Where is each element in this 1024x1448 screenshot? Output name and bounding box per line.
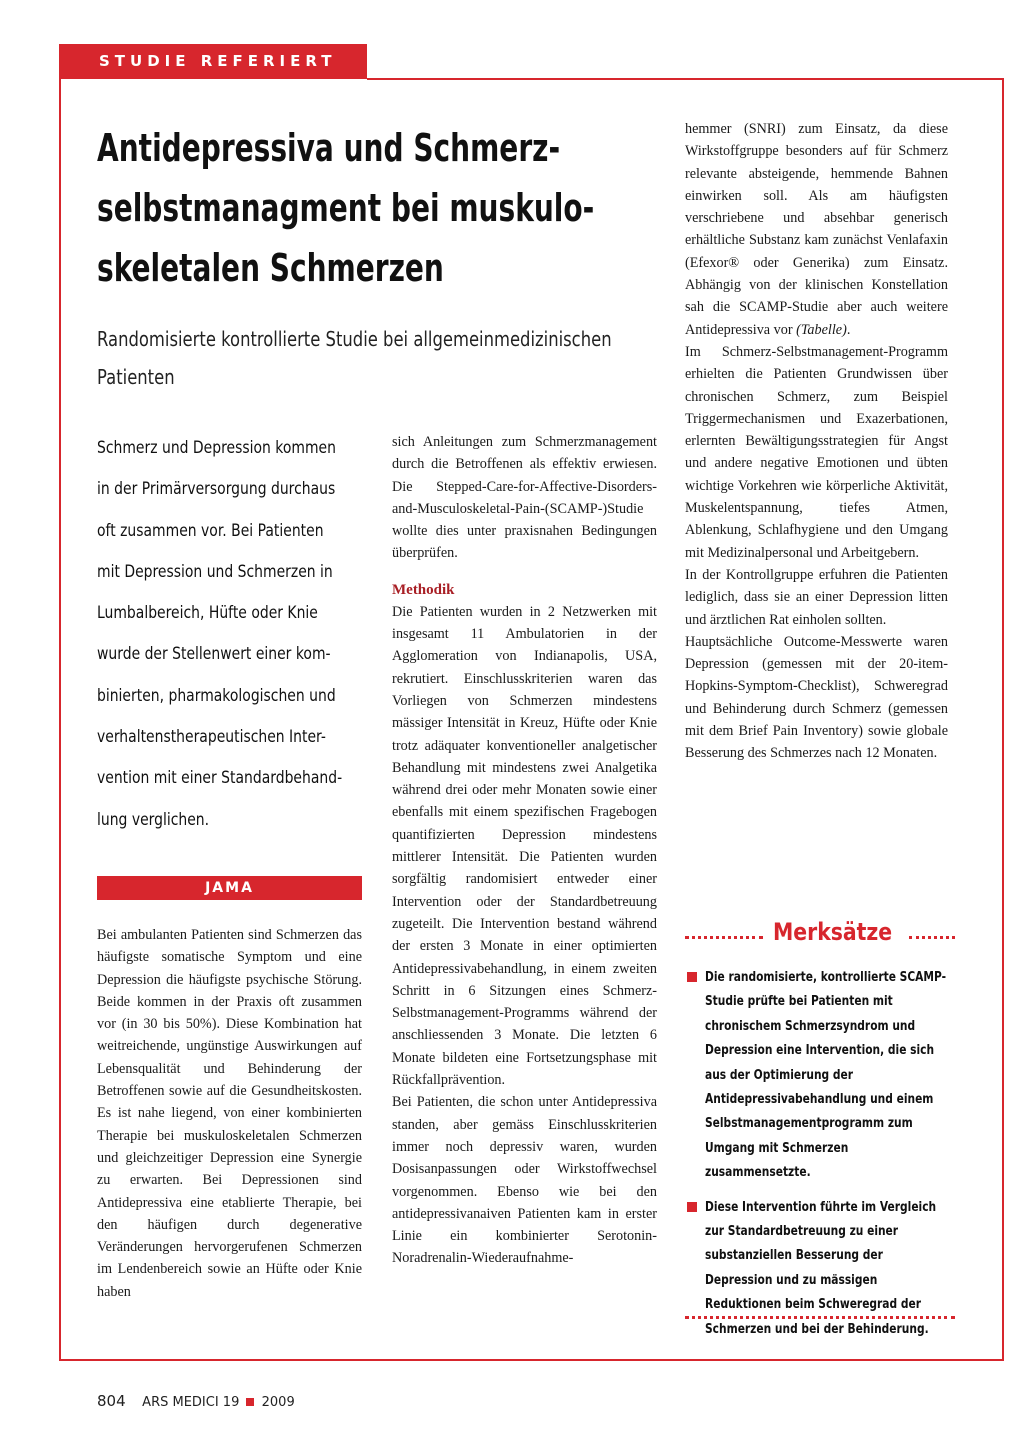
paragraph <box>685 118 948 341</box>
lead-line: mit Depression und Schmerzen in <box>97 561 333 582</box>
lead-line: binierten, pharmakologischen und <box>97 685 336 706</box>
frame-left-rule <box>59 78 61 1361</box>
table-reference: (Tabelle) <box>796 321 847 338</box>
dotted-rule <box>685 1316 955 1319</box>
lead-line: verhaltenstherapeutischen Inter- <box>97 727 326 748</box>
lead-line: in der Primärversorgung durchaus <box>97 479 336 500</box>
journal-year: 2009 <box>261 1395 295 1410</box>
lead-line: Lumbalbereich, Hüfte oder Knie <box>97 603 318 624</box>
lead-line: oft zusammen vor. Bei Patienten <box>97 520 324 541</box>
list-item <box>685 1196 955 1342</box>
page-number: 804 <box>97 1392 126 1410</box>
frame-bottom-rule <box>59 1359 1004 1361</box>
paragraph: Bei Patienten, die schon unter Antidepressiva standen, aber gemäss Einschlusskriterien immer noch depressiv waren, wurden Dosisanpassungen oder Wirkstoffwechsel vorgenommen. Ebenso wie bei den antidepressivanaiven Patienten kam in erster Linie ein kombinierter Serotonin-Noradrenalin-Wiederaufnahme- <box>392 1094 657 1267</box>
title-line: Antidepressiva und Schmerz- <box>97 126 561 170</box>
frame-top-rule <box>367 78 1004 80</box>
lead-line: vention mit einer Standardbehand- <box>97 768 343 789</box>
subtitle-line: Randomisierte kontrollierte Studie bei allgemeinmedizinischen <box>97 327 612 351</box>
square-bullet-icon <box>687 1202 697 1212</box>
paragraph: sich Anleitungen zum Schmerzmanagement durch die Betroffenen als effektiv erwiesen. Die Stepped-Care-for-Affective-Disorders-and-Musculoskeletal-Pain-(SCAMP-)Studie wollte dies unter praxisnahen Bedingungen überprüfen. <box>392 434 657 562</box>
article-title <box>97 118 622 298</box>
body-column-3 <box>685 118 948 765</box>
list-item <box>685 966 955 1186</box>
section-label: STUDIE REFERIERT <box>59 44 367 79</box>
title-line: selbstmanagment bei muskulo- <box>97 186 595 230</box>
paragraph: Hauptsächliche Outcome-Messwerte waren Depression (gemessen mit der 20-item-Hopkins-Symptom-Checklist), Schweregrad und Behinderung durch Schmerz (gemessen mit dem Brief Pain Inventory) sowie globale Besserung des Schmerzes nach 12 Monaten. <box>685 633 948 762</box>
merksaetze-list <box>685 966 955 1352</box>
paragraph-end: . <box>846 321 851 338</box>
subtitle-line: Patienten <box>97 365 175 389</box>
paragraph-text: hemmer (SNRI) zum Einsatz, da diese Wirkstoffgruppe besonders auf für Schmerz relevante absteigende, hemmende Bahnen einwirken soll. Als am häufigsten verschriebene und absehbar generisch erhältliche Substanz kam zunächst Venlafaxin (Efexor® oder Generika) zum Einsatz. Abhängig von der klinischen Konstellation sah die SCAMP-Studie aber auch weitere Antidepressiva vor <box>685 121 948 338</box>
lead-line: Schmerz und Depression kommen <box>97 438 336 458</box>
paragraph: Im Schmerz-Selbstmanagement-Programm erhielten die Patienten Grundwissen über chronischen Schmerz, zum Beispiel Triggermechanismen und Exazerbationen, erlernten Bewältigungsstrategien für Angst und andere negative Emotionen und übten wichtige Vorkehren wie körperliche Aktivität, Muskelentspannung, tiefes Atmen, Ablenkung, Schlafhygiene und den Umgang mit Medizinalpersonal und Arbeitgebern. <box>685 343 948 561</box>
article-lead <box>97 428 359 841</box>
journal-name: ARS MEDICI 19 <box>142 1395 240 1410</box>
square-separator-icon <box>246 1398 254 1406</box>
paragraph: Bei ambulanten Patienten sind Schmerzen das häufigste somatische Symptom und eine Depression die häufigste psychische Störung. Beide kommen in der Praxis oft zusammen vor (in 30 bis 50%). Diese Kombination hat weitreichende, ungünstige Auswirkungen auf Lebensqualität und Behinderung der Betroffenen sowie auf die Gesundheitskosten. Es ist nahe liegend, von einer kombinierten Therapie bei muskuloskeletalen Schmerzen und gleichzeitiger Depression eine Synergie zu erwarten. Bei Depressionen sind Antidepressiva eine etablierte Therapie, bei den häufigen durch degenerative Veränderungen hervorgerufenen Schmerzen im Lendenbereich sowie an Hüfte oder Knie haben <box>97 927 362 1300</box>
page-footer <box>97 1392 295 1410</box>
source-label: JAMA <box>97 876 362 900</box>
merksaetze-title: Merksätze <box>773 918 893 946</box>
article-subtitle <box>97 320 622 396</box>
lead-line: lung verglichen. <box>97 809 210 830</box>
body-column-2 <box>392 431 657 1270</box>
paragraph: Die Patienten wurden in 2 Netzwerken mit insgesamt 11 Ambulatorien in der Agglomeration von Indianapolis, USA, rekrutiert. Einschlusskriterien waren das Vorliegen von Schmerzen mindestens mässiger Intensität in Kreuz, Hüfte oder Knie trotz adäquater konventioneller analgetischer Behandlung mit mindestens zwei Analgetika während drei oder mehr Monaten sowie einer ebenfalls mit einem spezifischen Fragebogen quantifizierten Depression mindestens mittlerer Intensität. Die Patienten wurden sorgfältig randomisiert entweder einer Intervention oder der Standardbetreuung zugeteilt. Die Intervention bestand während der ersten 3 Monate in einer optimierten Antidepressivabehandlung, in einem zweiten Schritt in 6 Sitzungen eines Schmerz-Selbstmanagement-Programms während der anschliessenden 3 Monate. Die letzten 6 Monate bildeten eine Fortsetzungsphase mit Rückfallprävention. <box>392 603 657 1089</box>
dotted-rule <box>685 936 763 939</box>
frame-right-rule <box>1002 78 1004 1361</box>
list-item-text: Die randomisierte, kontrollierte SCAMP-Studie prüfte bei Patienten mit chronischem Schmerzsyndrom und Depression eine Intervention, die sich aus der Optimierung der Antidepressivabehandlung und einem Selbstmanagementprogramm zum Umgang mit Schmerzen zusammensetzte. <box>705 970 947 1181</box>
lead-line: wurde der Stellenwert einer kom- <box>97 644 331 665</box>
paragraph: In der Kontrollgruppe erfuhren die Patienten lediglich, dass sie an einer Depression litten und ärztlichen Rat einholen sollten. <box>685 566 948 628</box>
merksaetze-header <box>685 918 955 952</box>
list-item-text: Diese Intervention führte im Vergleich zur Standardbetreuung zu einer substanziellen Besserung der Depression und zu mässigen Reduktionen beim Schweregrad der Schmerzen und bei der Behinderung. <box>705 1199 937 1337</box>
title-line: skeletalen Schmerzen <box>97 246 444 290</box>
section-heading-methodik: Methodik <box>392 581 455 598</box>
body-column-1 <box>97 924 362 1303</box>
dotted-rule <box>909 936 955 939</box>
square-bullet-icon <box>687 972 697 982</box>
